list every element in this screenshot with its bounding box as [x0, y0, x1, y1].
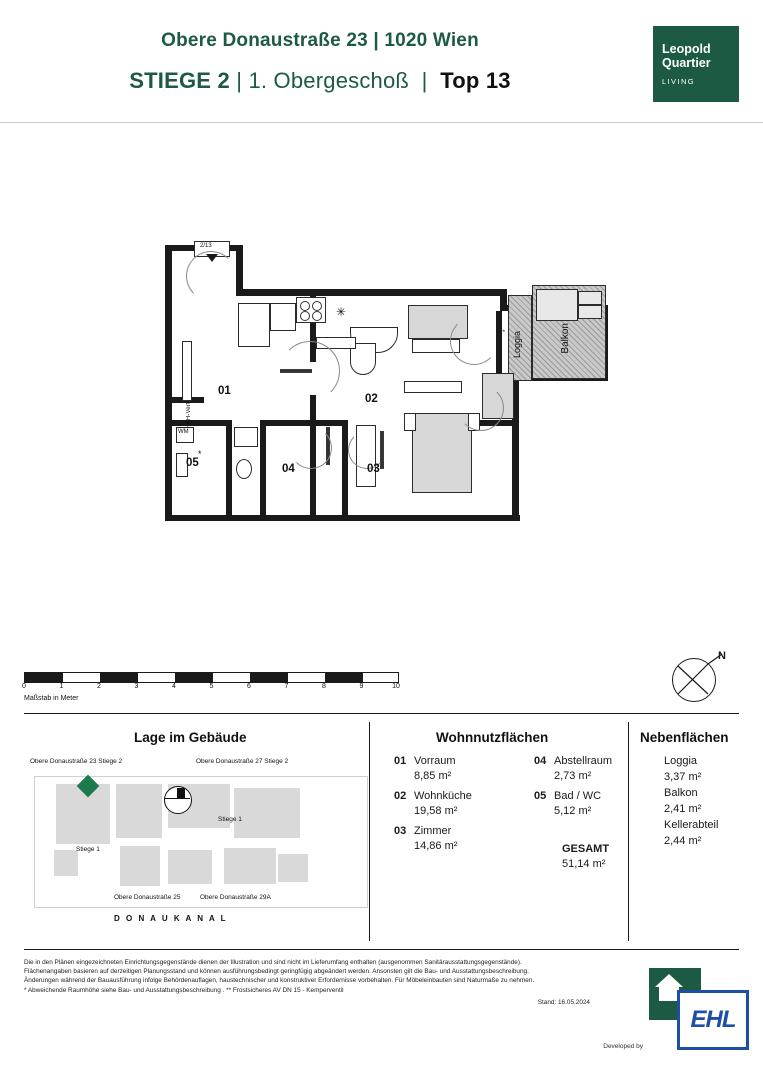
logo-line-1: Leopold — [662, 42, 711, 56]
scale-bar-ticks — [24, 683, 399, 695]
nebenflaechen-list — [664, 754, 718, 850]
building-block — [278, 854, 308, 882]
sitemap-label: Obere Donaustraße 27 Stiege 2 — [196, 758, 289, 765]
floor-plan-drawing — [160, 245, 590, 535]
building-block — [224, 848, 276, 884]
house-body-icon — [659, 987, 679, 1001]
wohnnutz-title: Wohnnutzflächen — [436, 730, 549, 745]
logo-line-3: LIVING — [662, 77, 695, 86]
developed-by-label: Developed by — [603, 1043, 643, 1050]
header-top-number: Top 13 — [440, 68, 511, 93]
neben-value: 2,41 m² — [664, 803, 702, 815]
ehl-logo — [649, 968, 745, 1046]
scale-tick: 4 — [172, 683, 176, 690]
scale-bar — [24, 672, 399, 702]
area-number: 05 — [534, 790, 547, 802]
scale-tick: 5 — [209, 683, 214, 690]
balcony-table — [536, 289, 578, 321]
area-name: Vorraum — [414, 755, 456, 767]
neben-title: Nebenflächen — [640, 730, 729, 745]
wall-segment — [236, 289, 506, 296]
shower — [234, 427, 258, 447]
scale-segment — [325, 673, 363, 682]
area-item — [534, 789, 612, 819]
technical-shaft — [182, 341, 192, 401]
leopold-quartier-logo — [653, 26, 739, 102]
neben-value: 2,44 m² — [664, 835, 702, 847]
scale-tick: 9 — [359, 683, 364, 690]
door-swing-arc — [186, 251, 236, 301]
site-map — [28, 754, 358, 929]
area-name: Wohnküche — [414, 790, 472, 802]
compass-north-label: N — [718, 650, 726, 662]
balcony-chair — [578, 305, 602, 319]
scale-segment — [100, 673, 138, 682]
logo-line-2: Quartier — [662, 56, 711, 70]
header-separator-1: | — [236, 68, 243, 93]
area-value: 19,58 m² — [414, 805, 458, 817]
scale-segment — [25, 673, 63, 682]
scale-tick: 6 — [247, 683, 251, 690]
scale-tick: 1 — [59, 683, 64, 690]
info-section — [24, 713, 739, 950]
sitemap-label: Stiege 1 — [76, 846, 100, 853]
area-number: 01 — [394, 755, 407, 767]
area-name: Abstellraum — [554, 755, 613, 767]
stair-tag-label: 2/13 — [200, 243, 212, 249]
stove-burner-icon — [300, 301, 310, 311]
compass-rose-icon — [672, 650, 742, 704]
header-floor: 1. Obergeschoß — [248, 68, 410, 93]
building-block — [116, 784, 162, 838]
kitchen-counter — [238, 303, 270, 347]
area-item — [394, 789, 472, 819]
wohnnutz-column-right — [534, 754, 612, 824]
wall-segment — [316, 420, 346, 426]
stove-burner-icon — [312, 311, 322, 321]
area-number: 02 — [394, 790, 407, 802]
area-item — [394, 824, 472, 854]
door-swing-arc — [458, 385, 504, 431]
header-separator-2: | — [421, 68, 428, 93]
gesamt-value: 51,14 m² — [562, 858, 606, 870]
scale-tick: 8 — [322, 683, 326, 690]
building-block — [234, 788, 300, 838]
area-item — [534, 754, 612, 784]
scale-bar-rule — [24, 672, 399, 683]
wall-segment — [165, 245, 172, 403]
toilet — [236, 459, 252, 479]
wall-segment — [165, 397, 172, 521]
scale-segment — [175, 673, 213, 682]
stove-burner-icon — [300, 311, 310, 321]
gesamt-label: GESAMT — [562, 843, 610, 855]
donaukanal-label: D O N A U K A N A L — [114, 914, 228, 923]
header-address: Obere Donaustraße 23 | 1020 Wien — [161, 30, 479, 51]
compass-mini-needle — [177, 788, 185, 799]
header-subtitle — [0, 68, 640, 94]
sitemap-label: Obere Donaustraße 29A — [200, 894, 271, 901]
scale-segment — [250, 673, 288, 682]
kitchen-sink — [270, 303, 296, 331]
wall-segment — [342, 420, 348, 515]
balcony-chair — [578, 291, 602, 305]
lage-title: Lage im Gebäude — [134, 730, 247, 745]
building-block — [54, 850, 78, 876]
footnote-mark-double: ** — [500, 329, 506, 336]
wohnnutz-column-left — [394, 754, 472, 859]
bed — [412, 413, 472, 493]
footnote-mark-single: * — [198, 449, 202, 459]
sitemap-label: Obere Donaustraße 23 Stiege 2 — [30, 758, 123, 765]
neben-name: Kellerabteil — [664, 819, 719, 831]
gesamt-block — [562, 842, 609, 872]
wall-segment — [260, 420, 312, 426]
room-number-01: 01 — [218, 385, 231, 397]
area-name: Zimmer — [414, 825, 452, 837]
area-number: 04 — [534, 755, 547, 767]
wall-segment — [236, 245, 243, 295]
building-block — [168, 850, 212, 884]
column-divider — [369, 722, 370, 941]
wall-segment — [165, 515, 520, 521]
area-value: 2,73 m² — [554, 770, 592, 782]
technical-shaft-label: FBH-Vert. — [186, 400, 192, 429]
sitemap-label: Stiege 1 — [218, 816, 242, 823]
neben-name: Balkon — [664, 787, 698, 799]
nightstand — [404, 413, 416, 431]
sideboard — [404, 381, 462, 393]
sitemap-label: Obere Donaustraße 25 — [114, 894, 181, 901]
room-number-03: 03 — [367, 463, 380, 475]
column-divider — [628, 722, 629, 941]
door-swing-arc — [450, 317, 498, 365]
header-stiege: STIEGE 2 — [129, 68, 230, 93]
wall-segment — [172, 420, 232, 426]
wall-segment — [260, 420, 266, 515]
stove-burner-icon — [312, 301, 322, 311]
scale-tick: 0 — [22, 683, 26, 690]
neben-name: Loggia — [664, 755, 698, 767]
door-swing-arc — [280, 341, 340, 401]
ehl-text: EHL — [690, 1006, 736, 1033]
disclaimer-line-3: Änderungen während der Bauausführung infolge Behördenauflagen, haustechnischer und konstruktiver Erfordernisse vorbehalten. Für Möbeleinbauten sind Naturmaße zu nehmen. — [24, 977, 535, 985]
disclaimer-line-1: Die in den Plänen eingezeichneten Einrichtungsgegenstände dienen der Illustration und sind nicht im Lieferumfang enthalten (ausgenommen Sanitärausstattungsgegenstände). — [24, 959, 522, 966]
room-number-04: 04 — [282, 463, 295, 475]
area-value: 5,12 m² — [554, 805, 592, 817]
scale-caption: Maßstab in Meter — [24, 695, 79, 702]
wall-segment — [226, 420, 232, 515]
building-block — [120, 846, 160, 886]
disclaimer-line-2: Flächenangaben basieren auf derzeitigen Planungsstand und können ausführungsbedingt geringfügig abgeändert werden. Ansonsten gilt die Bau- und Ausstattungsbeschreibung. — [24, 968, 529, 976]
footer-disclaimer — [24, 958, 614, 1007]
stand-date: Stand: 16.05.2024 — [537, 998, 590, 1006]
room-number-05: 05 — [186, 457, 199, 469]
ceiling-light-icon: ✳ — [336, 305, 347, 319]
scale-tick: 2 — [97, 683, 101, 690]
area-number: 03 — [394, 825, 407, 837]
area-value: 14,86 m² — [414, 840, 458, 852]
area-item — [394, 754, 472, 784]
page-header — [0, 0, 763, 123]
area-name: Bad / WC — [554, 790, 602, 802]
door-swing-arc — [290, 427, 332, 469]
scale-tick: 3 — [134, 683, 139, 690]
house-roof-icon — [655, 974, 683, 987]
loggia-label: Loggia — [512, 331, 522, 359]
ehl-badge — [677, 990, 749, 1050]
neben-value: 3,37 m² — [664, 771, 702, 783]
floor-plan-area — [0, 130, 763, 650]
disclaimer-line-4: * Abweichende Raumhöhe siehe Bau- und Ausstattungsbeschreibung . ** Frostsicheres AV DN 15 - Kemperventil — [24, 986, 344, 994]
room-number-02: 02 — [365, 393, 378, 405]
washing-machine-label: WM — [178, 429, 189, 435]
scale-tick: 7 — [284, 683, 289, 690]
area-value: 8,85 m² — [414, 770, 452, 782]
scale-tick: 10 — [392, 683, 400, 690]
balkon-label: Balkon — [560, 323, 571, 354]
